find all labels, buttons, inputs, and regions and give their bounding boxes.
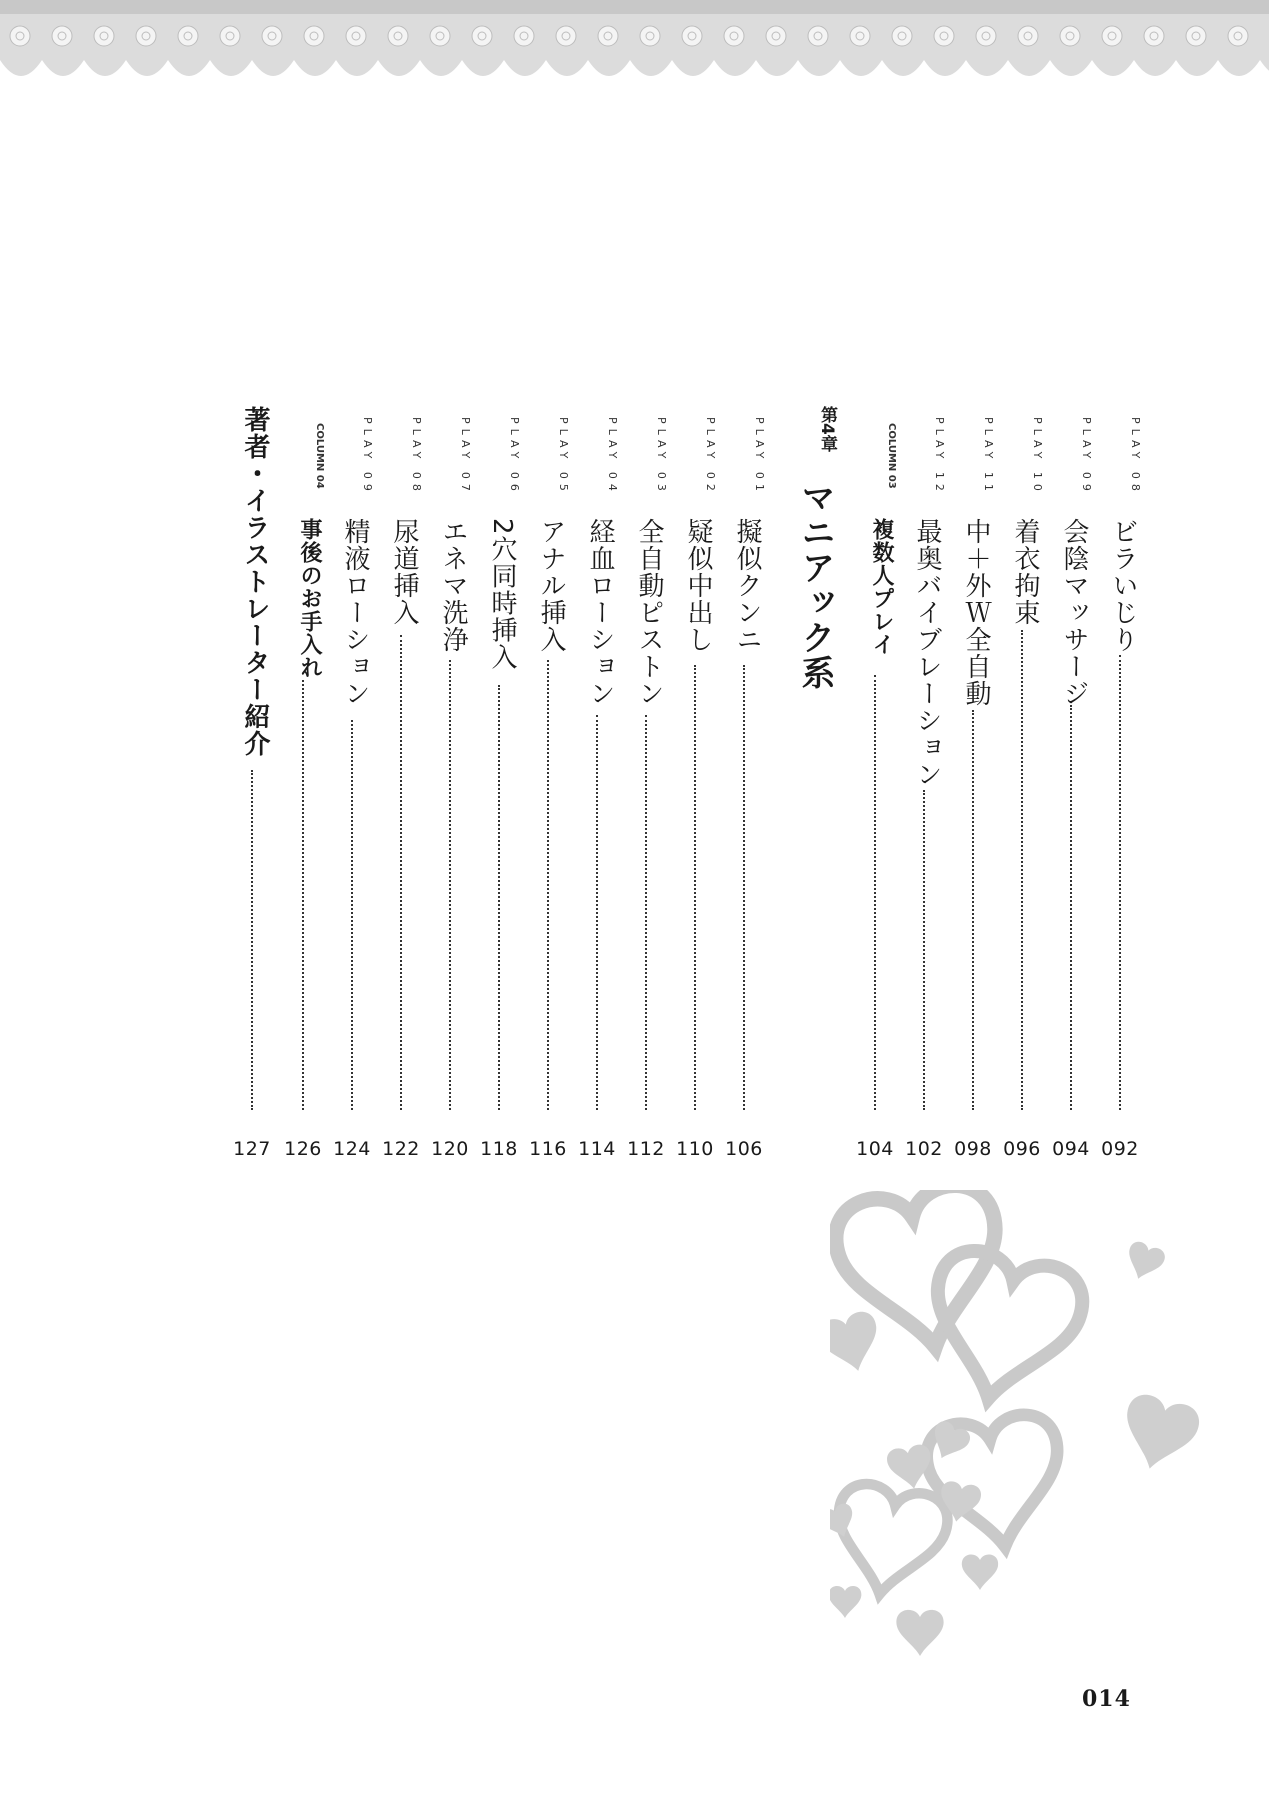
leader-dots [645,715,647,1110]
chapter-title: マニアック系 [795,480,835,690]
entry-tag: PLAY 06 [508,416,521,496]
toc-entry[interactable] [428,400,472,1160]
toc-entry[interactable] [1000,400,1044,1160]
toc-entry[interactable] [330,400,374,1160]
entry-title: 精液ローション [340,518,370,707]
entry-tag: PLAY 09 [361,416,374,496]
entry-title: ビラいじり [1108,518,1138,653]
heart-solid [1115,1391,1204,1478]
entry-title: 2穴同時挿入 [487,518,517,671]
entry-tag: PLAY 04 [606,416,619,496]
page-number: 120 [431,1138,469,1160]
page-number: 102 [905,1138,943,1160]
leader-dots [351,720,353,1110]
entry-title: 最奥バイブレーション [912,518,942,788]
entry-title: アナル挿入 [536,518,566,653]
chapter-heading [788,400,840,1160]
entry-tag: PLAY 03 [655,416,668,496]
entry-tag: PLAY 09 [1080,416,1093,496]
toc-entry[interactable] [575,400,619,1160]
toc-entry[interactable] [1098,400,1142,1160]
heart-outline [917,1244,1089,1413]
entry-tag: PLAY 08 [1129,416,1142,496]
heart-solid [830,1586,861,1618]
page-number: 118 [480,1138,518,1160]
leader-dots [923,790,925,1110]
hearts-decoration [830,1190,1210,1690]
leader-dots [1119,655,1121,1110]
toc-entry[interactable] [379,400,423,1160]
heart-solid [1121,1239,1167,1285]
entry-title: 疑似中出し [683,518,713,653]
toc-entry[interactable] [722,400,766,1160]
heart-solid [830,1308,886,1378]
page-number: 126 [284,1138,322,1160]
page-number: 092 [1101,1138,1139,1160]
entry-tag: PLAY 08 [410,416,423,496]
toc-entry[interactable] [673,400,717,1160]
heart-solid [896,1610,943,1656]
page-number: 127 [233,1138,271,1160]
entry-title: 中＋外Ｗ全自動 [961,518,991,707]
toc-entry[interactable] [477,400,521,1160]
toc-entry[interactable] [281,400,325,1160]
entry-title: 擬似クンニ [732,518,762,653]
page-number: 094 [1052,1138,1090,1160]
entry-title: 着衣拘束 [1010,518,1040,626]
leader-dots [498,685,500,1110]
leader-dots [1070,705,1072,1110]
entry-title: 経血ローション [585,518,615,707]
leader-dots [874,675,876,1110]
leader-dots [302,680,304,1110]
page-number: 098 [954,1138,992,1160]
entry-tag: PLAY 10 [1031,416,1044,496]
entry-tag: PLAY 11 [982,416,995,496]
entry-title: 複数人プレイ [869,518,894,656]
toc-entry[interactable] [526,400,570,1160]
entry-title: 著者・イラストレーター紹介 [240,406,270,757]
leader-dots [694,665,696,1110]
entry-title: 全自動ピストン [634,518,664,707]
leader-dots [251,770,253,1110]
chapter-number: 第4章 [817,406,837,452]
page-number: 114 [578,1138,616,1160]
table-of-contents [0,400,1269,1160]
toc-entry[interactable] [1049,400,1093,1160]
heart-solid [962,1554,998,1590]
entry-title: 事後のお手入れ [297,518,322,679]
page-number: 112 [627,1138,665,1160]
page-number: 096 [1003,1138,1041,1160]
lace-border [0,0,1269,110]
page-number: 106 [725,1138,763,1160]
entry-tag: PLAY 12 [933,416,946,496]
entry-tag: PLAY 05 [557,416,570,496]
toc-entry[interactable] [624,400,668,1160]
entry-tag: PLAY 01 [753,416,766,496]
page-number: 104 [856,1138,894,1160]
leader-dots [743,665,745,1110]
leader-dots [400,635,402,1110]
entry-tag: COLUMN 03 [886,423,897,489]
entry-title: 尿道挿入 [389,518,419,626]
entry-title: エネマ洗浄 [438,518,468,653]
leader-dots [547,660,549,1110]
toc-entry[interactable] [853,400,897,1160]
entry-tag: PLAY 02 [704,416,717,496]
leader-dots [1021,630,1023,1110]
entry-title: 会陰マッサージ [1059,518,1089,707]
leader-dots [972,710,974,1110]
page-number: 122 [382,1138,420,1160]
page-folio: 014 [1082,1686,1131,1712]
toc-entry[interactable] [951,400,995,1160]
leader-dots [449,660,451,1110]
page-number: 124 [333,1138,371,1160]
page-number: 116 [529,1138,567,1160]
toc-entry[interactable] [902,400,946,1160]
entry-tag: COLUMN 04 [314,423,325,489]
page-number: 110 [676,1138,714,1160]
toc-entry[interactable] [230,400,274,1160]
leader-dots [596,715,598,1110]
heart-outline [830,1480,952,1604]
entry-tag: PLAY 07 [459,416,472,496]
